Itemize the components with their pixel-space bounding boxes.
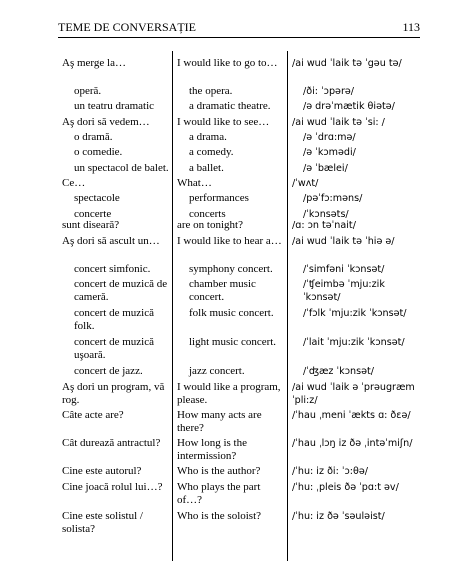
header-rule <box>58 37 420 38</box>
phonetic-transcription: /ai wud ˈlaik tə ˈsi: / <box>292 117 385 128</box>
romanian-phrase: concert de muzică folk. <box>74 307 155 332</box>
english-phrase: jazz concert. <box>189 365 245 377</box>
english-phrase: What… <box>177 177 212 189</box>
romanian-phrase: concert de muzică uşoară. <box>74 336 155 361</box>
english-phrase: performances <box>189 192 249 204</box>
chapter-title: TEME DE CONVERSAȚIE <box>58 20 196 34</box>
phonetic-transcription: /ˈkɔnsəts/ <box>303 209 349 220</box>
romanian-phrase: o comedie. <box>74 146 123 158</box>
english-phrase: a ballet. <box>189 162 224 174</box>
romanian-phrase: spectacole <box>74 192 120 204</box>
phonetic-transcription: /ˈhu: iz ði: ˈɔ:θə/ <box>292 466 369 477</box>
english-phrase: a comedy. <box>189 146 234 158</box>
page-number: 113 <box>402 20 420 34</box>
phonetic-transcription: /pəˈfɔ:məns/ <box>303 193 363 204</box>
romanian-phrase: un teatru dramatic <box>74 100 155 112</box>
english-phrase: I would like to see… <box>177 116 270 128</box>
english-phrase: How long is the intermission? <box>177 437 247 462</box>
romanian-phrase: Aş dori să ascult un… <box>62 235 160 247</box>
romanian-phrase: concerte <box>74 208 112 220</box>
romanian-phrase: operă. <box>74 85 102 97</box>
english-phrase: concerts <box>189 208 226 220</box>
english-phrase: Who is the author? <box>177 465 261 477</box>
phonetic-transcription: /ˈhu: ˌpleis ðə ˈpɑ:t əv/ <box>292 482 399 493</box>
phonetic-transcription: /ˈwʌt/ <box>292 178 319 189</box>
phonetic-transcription: /ə ˈbælei/ <box>303 163 348 174</box>
english-phrase: chamber music concert. <box>189 278 256 303</box>
romanian-phrase: Ce… <box>62 177 86 189</box>
english-phrase: a drama. <box>189 131 227 143</box>
romanian-phrase: un spectacol de balet. <box>74 162 169 174</box>
english-phrase: I would like a program, please. <box>177 381 281 406</box>
phonetic-transcription: /ə ˈdrɑ:mə/ <box>303 132 356 143</box>
phonetic-transcription: /ai wud ˈlaik ə ˈprəugræm ˈpli:z/ <box>292 382 418 406</box>
english-phrase: light music concert. <box>189 336 277 348</box>
romanian-phrase: concert de jazz. <box>74 365 143 377</box>
romanian-phrase: Câte acte are? <box>62 409 124 421</box>
phonetic-transcription: /ˈʤæz ˈkɔnsət/ <box>303 366 374 377</box>
romanian-phrase: Cât durează antractul? <box>62 437 161 449</box>
phonetic-transcription: /ði: ˈɔpərə/ <box>303 86 355 97</box>
english-phrase: Who plays the part of…? <box>177 481 261 506</box>
phonetic-transcription: /ˈʧeimbə ˈmju:zik ˈkɔnsət/ <box>303 279 388 303</box>
column-divider-1 <box>172 51 173 561</box>
phonetic-transcription: /ˈhau ˌmeni ˈækts ɑ: ðɛə/ <box>292 410 411 421</box>
romanian-phrase: Aş merge la… <box>62 57 126 69</box>
romanian-phrase: Cine joacă rolul lui…? <box>62 481 163 493</box>
phonetic-transcription: /ˈsimfəni ˈkɔnsət/ <box>303 264 385 275</box>
phonetic-transcription: /ˈhu: iz ðə ˈsəuləist/ <box>292 511 385 522</box>
romanian-phrase: o dramă. <box>74 131 113 143</box>
phonetic-transcription: /ˈfɔlk ˈmju:zik ˈkɔnsət/ <box>303 308 407 319</box>
english-phrase: Who is the soloist? <box>177 510 262 522</box>
english-phrase: I would like to hear a… <box>177 235 282 247</box>
english-phrase: I would like to go to… <box>177 57 278 69</box>
romanian-phrase: Aş dori un program, vă rog. <box>62 381 165 406</box>
phonetic-transcription: /ə ˈkɔmədi/ <box>303 147 356 158</box>
phonetic-transcription: /ə drəˈmætik θiətə/ <box>303 101 395 112</box>
phonetic-transcription: /ai wud ˈlaik tə ˈgəu tə/ <box>292 58 402 69</box>
romanian-phrase: concert de muzică de cameră. <box>74 278 168 303</box>
romanian-phrase: concert simfonic. <box>74 263 151 275</box>
english-phrase: a dramatic theatre. <box>189 100 271 112</box>
romanian-phrase: sunt diseară? <box>62 219 120 231</box>
english-phrase: How many acts are there? <box>177 409 262 434</box>
english-phrase: are on tonight? <box>177 219 243 231</box>
romanian-phrase: Aş dori să vedem… <box>62 116 150 128</box>
column-divider-2 <box>287 51 288 561</box>
phonetic-transcription: /ˈhau ˌlɔŋ iz ðə ˌintəˈmiʃn/ <box>292 438 413 449</box>
english-phrase: symphony concert. <box>189 263 273 275</box>
running-header <box>58 20 420 36</box>
phonetic-transcription: /ai wud ˈlaik tə ˈhiə ə/ <box>292 236 395 247</box>
romanian-phrase: Cine este autorul? <box>62 465 142 477</box>
english-phrase: the opera. <box>189 85 233 97</box>
english-phrase: folk music concert. <box>189 307 274 319</box>
phonetic-transcription: /ɑ: ɔn təˈnait/ <box>292 220 356 231</box>
romanian-phrase: Cine este solistul / solista? <box>62 510 143 535</box>
phonetic-transcription: /ˈlait ˈmju:zik ˈkɔnsət/ <box>303 337 405 348</box>
